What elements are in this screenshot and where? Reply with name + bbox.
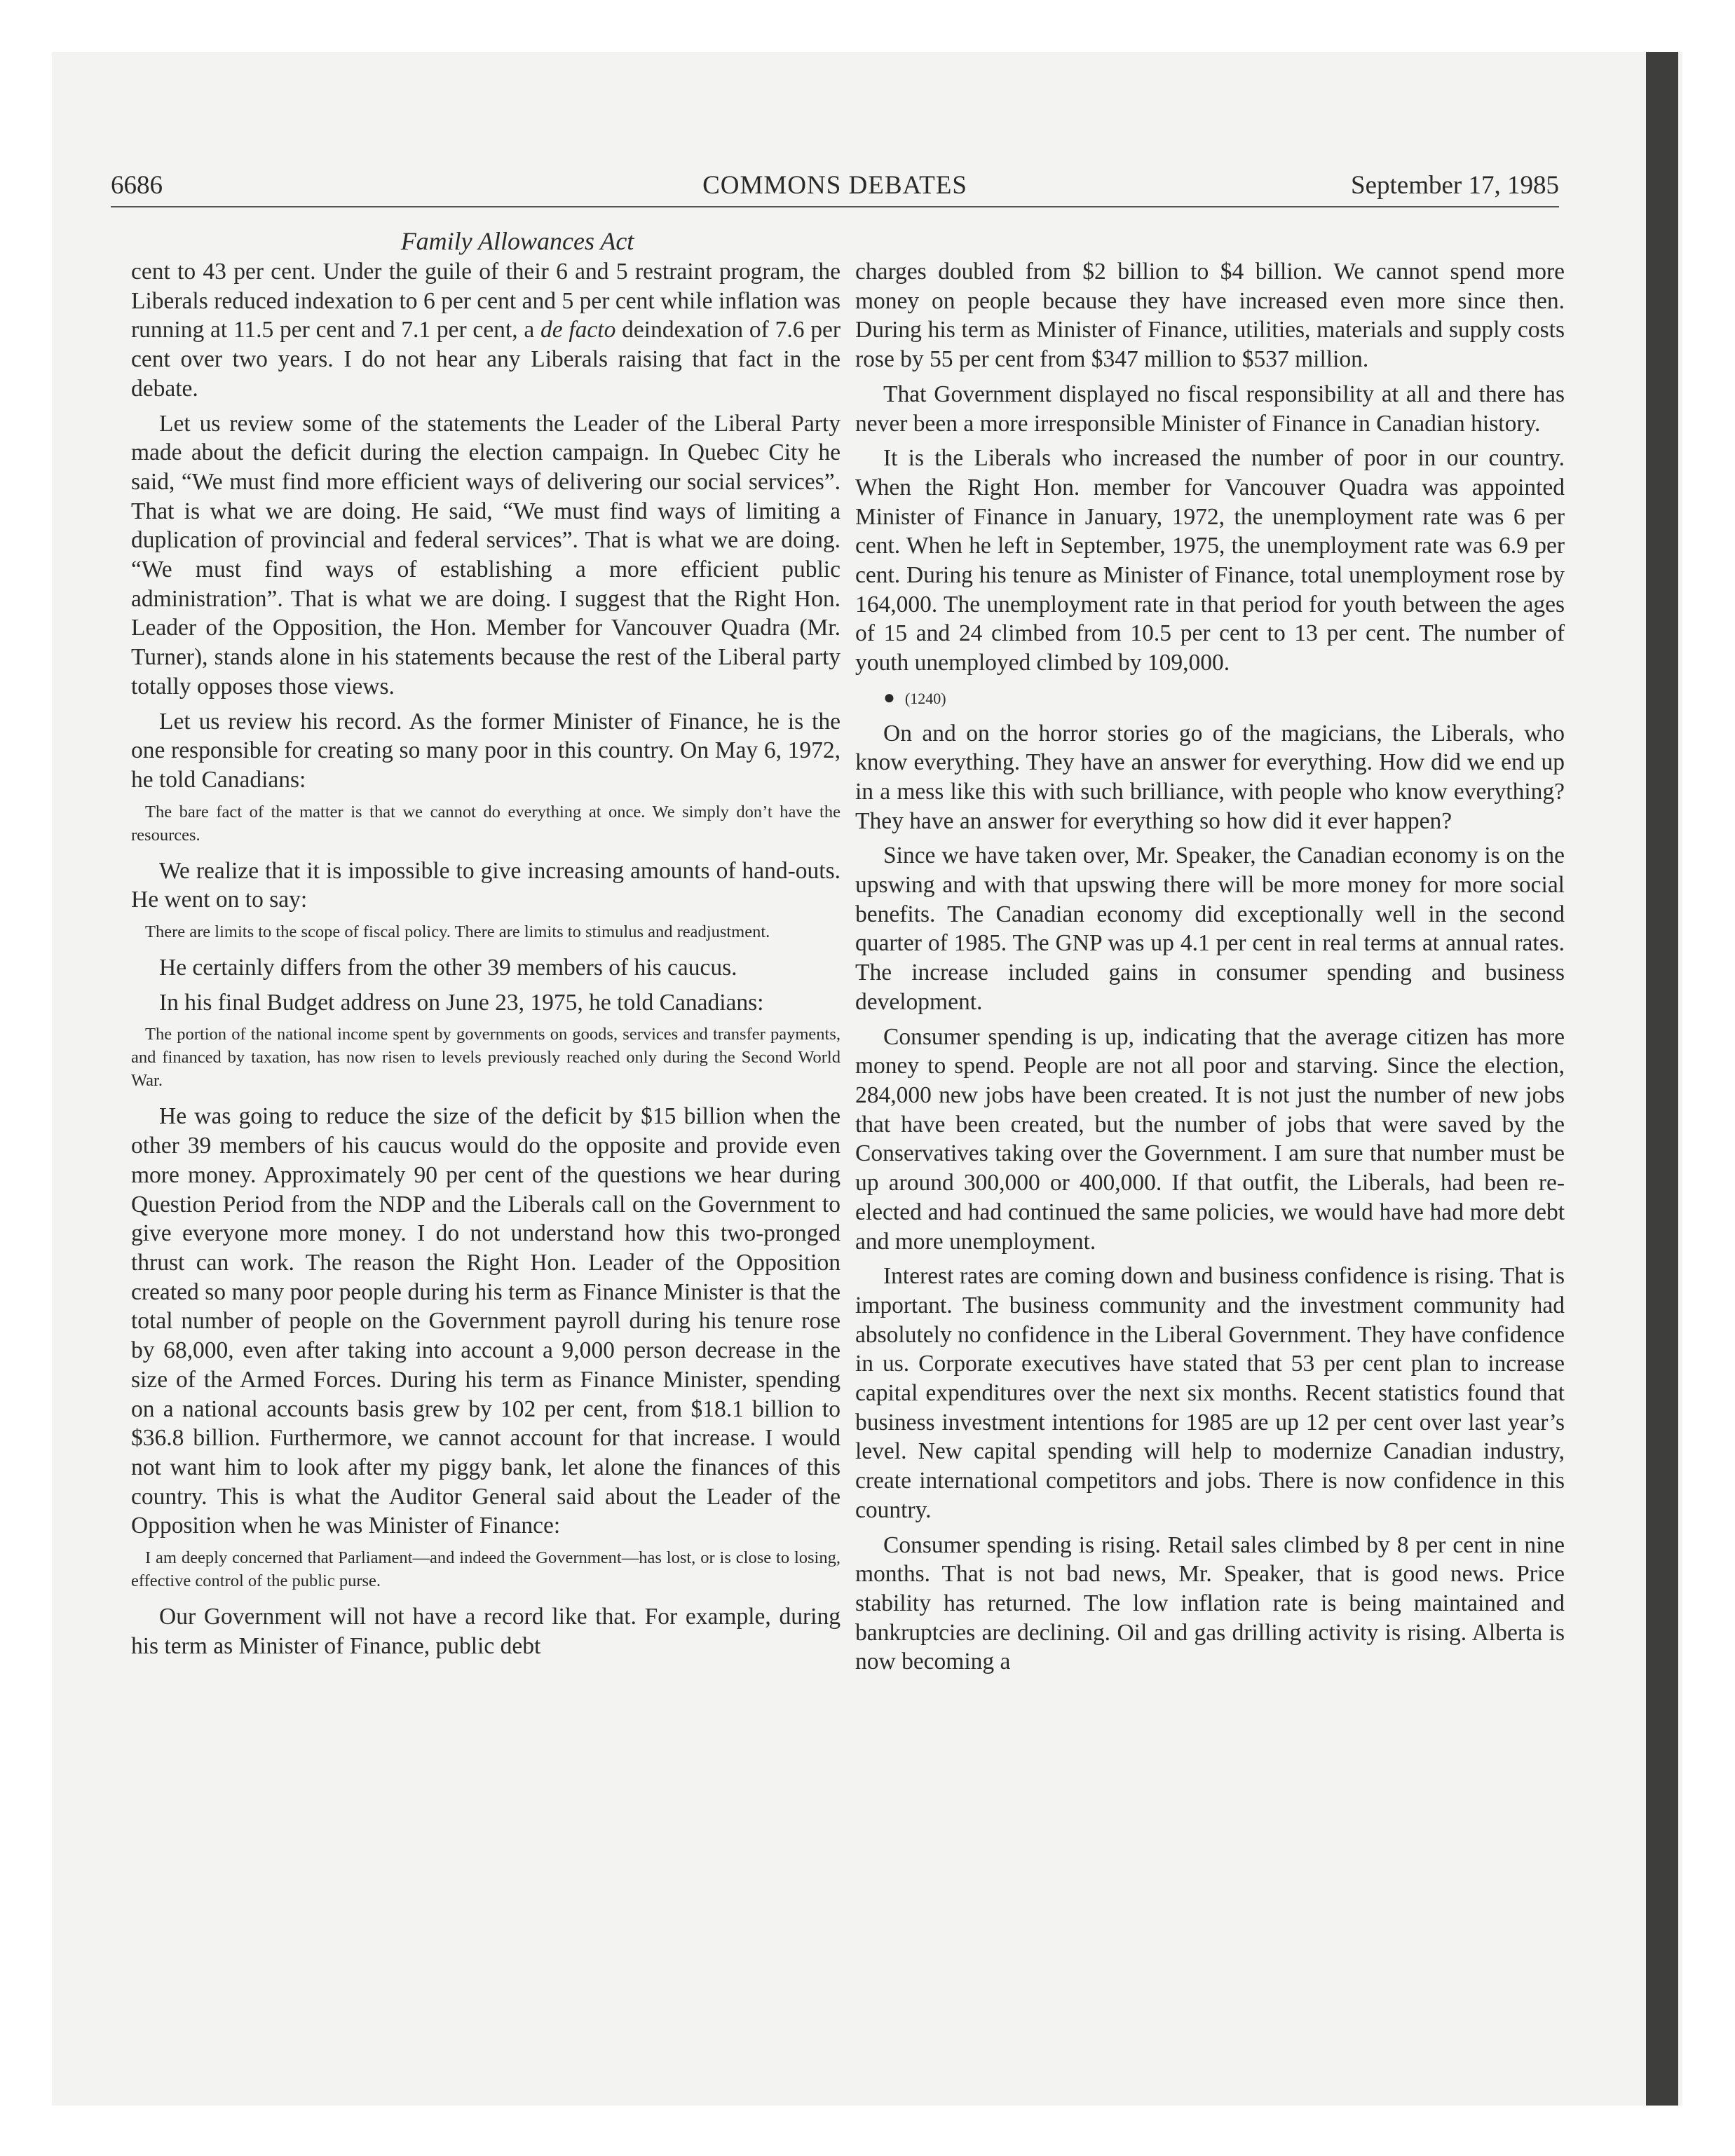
paragraph: He was going to reduce the size of the deficit by $15 billion when the other 39 members of his caucus would do the opposite and provide even more money. Approximately 90 per cent of the questions we hear during Question Period from the NDP and the Liberals call on the Government to give everyone more money. I do not understand how this two-pronged thrust can work. The reason the Right Hon. Leader of the Opposition created so many poor people during his term as Finance Minister is that the total number of people on the Government payroll during his tenure rose by 68,000, even after taking into account a 9,000 person decrease in the size of the Armed Forces. During his term as Finance Minister, spending on a national accounts basis grew by 102 per cent, from $18.1 billion to $36.8 billion. Furthermore, we cannot account for that increase. I would not want him to look after my piggy bank, let alone the finances of this country. This is what the Auditor General said about the Leader of the Opposition when he was Minister of Finance: (131, 1103, 841, 1539)
paragraph: Let us review some of the statements the Leader of the Liberal Party made about the deficit during the election campaign. In Quebec City he said, “We must find more efficient ways of delivering our social services”. That is what we are doing. He said, “We must find ways of limiting a duplication of provincial and federal services”. That is what we are doing. “We must find ways of establishing a more efficient public administration”. That is what we are doing. I suggest that the Right Hon. Leader of the Opposition, the Hon. Member for Vancouver Quadra (Mr. Turner), stands alone in his statements because the rest of the Liberal party totally opposes those views. (131, 410, 841, 700)
bullet-icon: ● (883, 686, 895, 709)
paragraph: Consumer spending is rising. Retail sales climbed by 8 per cent in nine months. That is not bad news, Mr. Speaker, that is good news. Price stability has returned. The low inflation rate is being maintained and bankruptcies are declining. Oil and gas drilling activity is rising. Alberta is now becoming a (855, 1531, 1565, 1675)
time-marker: ● (1240) (883, 686, 946, 709)
paragraph: On and on the horror stories go of the magicians, the Liberals, who know everything. They have an answer for everything. How did we end up in a mess like this with such brilliance, with people who know everything? They have an answer for everything so how did it ever happen? (855, 720, 1565, 834)
left-column (131, 257, 841, 1666)
page-date: September 17, 1985 (1351, 171, 1559, 200)
publication-title: COMMONS DEBATES (702, 171, 967, 200)
paragraph: In his final Budget address on June 23, 1975, he told Canadians: (159, 989, 764, 1016)
paragraph: Consumer spending is up, indicating that the average citizen has more money to spend. People are not all poor and starving. Since the election, 284,000 new jobs have been created. It is not just the number of new jobs that have been created, but the number of jobs that were saved by the Conservatives taking over the Government. I am sure that number must be up around 300,000 or 400,000. If that outfit, the Liberals, had been re-elected and had continued the same policies, we would have had more debt and more unemployment. (855, 1023, 1565, 1255)
paragraph: He certainly differs from the other 39 members of his caucus. (159, 955, 737, 981)
paragraph: Since we have taken over, Mr. Speaker, the Canadian economy is on the upswing and with that upswing there will be more money for more social benefits. The Canadian economy did exceptionally well in the second quarter of 1985. The GNP was up 4.1 per cent in real terms at annual rates. The increase included gains in consumer spending and business development. (855, 842, 1565, 1015)
paragraph: That Government displayed no fiscal responsibility at all and there has never been a more irresponsible Minister of Finance in Canadian history. (855, 381, 1565, 437)
block-quote: I am deeply concerned that Parliament—and indeed the Government—has lost, or is close to losing, effective control of the public purse. (131, 1548, 841, 1591)
paragraph: Let us review his record. As the former Minister of Finance, he is the one responsible for creating so many poor in this country. On May 6, 1972, he told Canadians: (131, 708, 841, 793)
header-rule (111, 206, 1559, 207)
page-header (111, 165, 1559, 206)
section-title: Family Allowances Act (400, 227, 634, 255)
binding-edge (1646, 52, 1678, 2106)
page-number: 6686 (111, 171, 163, 200)
paragraph: We realize that it is impossible to give increasing amounts of hand-outs. He went on to say: (131, 857, 841, 913)
right-column (855, 257, 1565, 1682)
block-quote: The bare fact of the matter is that we cannot do everything at once. We simply don’t have the resources. (131, 802, 841, 845)
block-quote: The portion of the national income spent by governments on goods, services and transfer payments, and financed by taxation, has now risen to levels previously reached only during the Second World War. (131, 1025, 841, 1091)
paragraph: Interest rates are coming down and business confidence is rising. That is important. The business community and the investment community had absolutely no confidence in the Liberal Government. They have confidence in us. Corporate executives have stated that 53 per cent plan to increase capital expenditures over the next six months. Recent statistics found that business investment intentions for 1985 are up 12 per cent over last year’s level. New capital spending will help to modernize Canadian industry, create international competitors and jobs. There is now confidence in this country. (855, 1263, 1565, 1523)
paragraph: Our Government will not have a record like that. For example, during his term as Minister of Finance, public debt (131, 1604, 841, 1659)
paragraph: charges doubled from $2 billion to $4 billion. We cannot spend more money on people because they have increased even more since then. During his term as Minister of Finance, utilities, materials and supply costs rose by 55 per cent from $347 million to $537 million. (855, 259, 1565, 373)
paragraph: It is the Liberals who increased the number of poor in our country. When the Right Hon. member for Vancouver Quadra was appointed Minister of Finance in January, 1972, the unemployment rate was 6 per cent. When he left in September, 1975, the unemployment rate was 6.9 per cent. During his tenure as Minister of Finance, total unemployment rose by 164,000. The unemployment rate in that period for youth between the ages of 15 and 24 climbed from 10.5 per cent to 13 per cent. The number of youth unemployed climbed by 109,000. (855, 445, 1565, 676)
paragraph: cent to 43 per cent. Under the guile of their 6 and 5 restraint program, the Liberals reduced indexation to 6 per cent and 5 per cent while inflation was running at 11.5 per cent and 7.1 per cent, a de facto deindexation of 7.6 per cent over two years. I do not hear any Liberals raising that fact in the debate. (131, 259, 841, 402)
block-quote: There are limits to the scope of fiscal policy. There are limits to stimulus and readjustment. (145, 922, 770, 942)
